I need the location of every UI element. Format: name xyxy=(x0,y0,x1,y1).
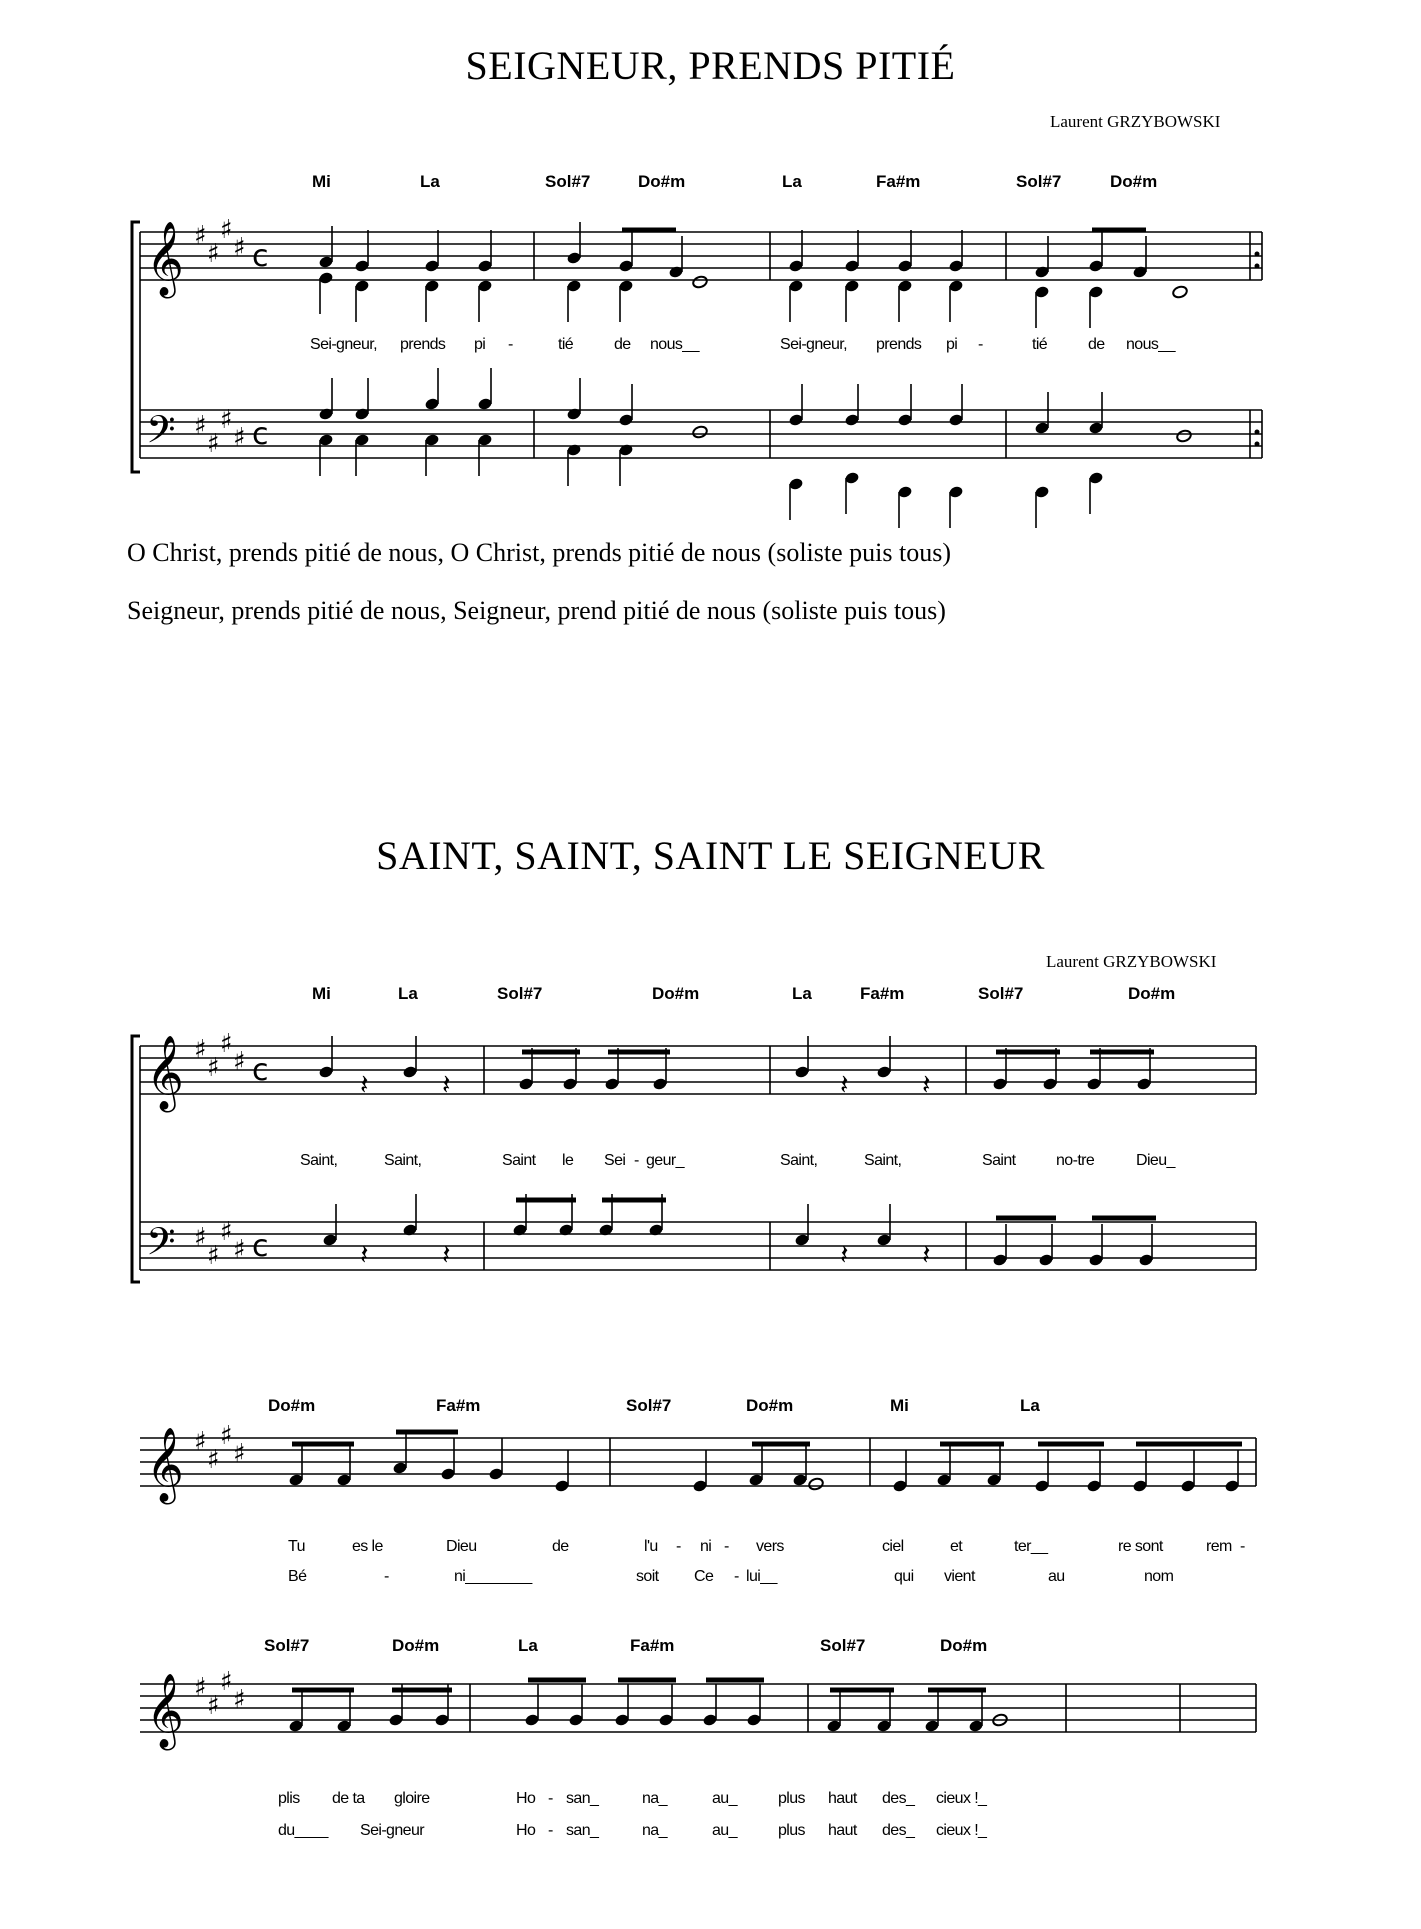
chord-label: Fa#m xyxy=(876,172,921,191)
lyric-syllable: qui xyxy=(894,1568,914,1585)
lyric-syllable: - xyxy=(634,1152,639,1169)
lyric-syllable: vers xyxy=(756,1538,784,1555)
chord-label: La xyxy=(398,984,418,1003)
sharp-icon: ♯ xyxy=(220,405,233,435)
lyric-syllable: - xyxy=(384,1568,389,1585)
lyric-syllable: plus xyxy=(778,1822,805,1839)
lyric-syllable: soit xyxy=(636,1568,659,1585)
sharp-icon: ♯ xyxy=(194,221,207,251)
lyric-syllable: ciel xyxy=(882,1538,904,1555)
lyric-syllable: es le xyxy=(352,1538,383,1555)
sharp-icon: ♯ xyxy=(220,215,233,245)
sharp-icon: ♯ xyxy=(220,1217,233,1247)
chord-label: Do#m xyxy=(392,1636,440,1655)
chord-label: Mi xyxy=(312,172,331,191)
lyric-syllable: - xyxy=(724,1538,729,1555)
lyric-syllable: Saint xyxy=(502,1152,536,1169)
lyric-syllable: vient xyxy=(944,1568,975,1585)
lyric-syllable: Saint, xyxy=(864,1152,902,1169)
lyric-syllable: san_ xyxy=(566,1822,599,1839)
lyric-syllable: Ho xyxy=(516,1790,536,1807)
half-note-head xyxy=(1176,429,1193,443)
sharp-icon: ♯ xyxy=(233,1439,246,1469)
chord-label: Do#m xyxy=(638,172,686,191)
lyric-syllable: - xyxy=(508,336,513,353)
lyric-syllable: Ho xyxy=(516,1822,536,1839)
lyric-syllable: - xyxy=(676,1538,681,1555)
treble-clef-icon: 𝄞 xyxy=(146,1428,184,1502)
time-signature: c xyxy=(252,417,269,452)
lyric-syllable: cieux !_ xyxy=(936,1790,987,1807)
lyric-syllable: ter__ xyxy=(1014,1538,1048,1555)
song1-composer: Laurent GRZYBOWSKI xyxy=(1050,112,1221,131)
lyric-syllable: Sei-gneur, xyxy=(780,336,847,353)
quarter-rest-icon: 𝄽 xyxy=(442,1238,451,1271)
chord-label: Sol#7 xyxy=(626,1396,672,1415)
lyric-syllable: Saint, xyxy=(300,1152,338,1169)
treble-clef-icon: 𝄞 xyxy=(146,1036,184,1110)
half-note-head xyxy=(692,275,709,289)
quarter-rest-icon: 𝄽 xyxy=(360,1238,369,1271)
chord-label: Sol#7 xyxy=(1016,172,1062,191)
lyric-syllable: de xyxy=(552,1538,569,1555)
lyric-syllable: lui__ xyxy=(746,1568,777,1585)
lyric-syllable: Sei xyxy=(604,1152,626,1169)
chord-label: Do#m xyxy=(1110,172,1158,191)
half-note-head xyxy=(808,1477,825,1491)
chord-label: Do#m xyxy=(268,1396,316,1415)
sharp-icon: ♯ xyxy=(194,1427,207,1457)
lyric-syllable: Tu xyxy=(288,1538,305,1555)
repeat-dot xyxy=(1255,430,1260,435)
lyric-syllable: san_ xyxy=(566,1790,599,1807)
verse-line: O Christ, prends pitié de nous, O Christ, prends pitié de nous (soliste puis tous) xyxy=(127,538,952,567)
song2-composer: Laurent GRZYBOWSKI xyxy=(1046,952,1217,971)
lyric-syllable: haut xyxy=(828,1790,857,1807)
lyric-syllable: tié xyxy=(1032,336,1048,353)
bass-clef-icon: 𝄢 xyxy=(146,1219,176,1273)
chord-label: Do#m xyxy=(1128,984,1176,1003)
lyric-syllable: de ta xyxy=(332,1790,365,1807)
lyric-syllable: gloire xyxy=(394,1790,430,1807)
lyric-syllable: nous__ xyxy=(650,336,699,353)
lyric-syllable: Bé xyxy=(288,1568,307,1585)
half-note-head xyxy=(1172,285,1189,299)
chord-label: Mi xyxy=(312,984,331,1003)
sharp-icon: ♯ xyxy=(220,1421,233,1451)
chord-label: Do#m xyxy=(940,1636,988,1655)
quarter-rest-icon: 𝄽 xyxy=(922,1238,931,1271)
lyric-syllable: Dieu_ xyxy=(1136,1152,1175,1169)
lyric-syllable: au xyxy=(1048,1568,1065,1585)
sharp-icon: ♯ xyxy=(220,1029,233,1059)
lyric-syllable: pi xyxy=(946,336,958,353)
chord-label: Do#m xyxy=(746,1396,794,1415)
sharp-icon: ♯ xyxy=(207,1053,220,1083)
lyric-syllable: Ce xyxy=(694,1568,714,1585)
treble-clef-icon: 𝄞 xyxy=(146,222,184,296)
chord-label: Mi xyxy=(890,1396,909,1415)
lyric-syllable: cieux !_ xyxy=(936,1822,987,1839)
chord-label: La xyxy=(518,1636,538,1655)
quarter-rest-icon: 𝄽 xyxy=(922,1068,931,1101)
sharp-icon: ♯ xyxy=(233,423,246,453)
lyric-syllable: - xyxy=(548,1822,553,1839)
chord-label: Sol#7 xyxy=(820,1636,866,1655)
lyric-syllable: au_ xyxy=(712,1790,737,1807)
lyric-syllable: pi xyxy=(474,336,486,353)
lyric-syllable: plis xyxy=(278,1790,300,1807)
lyric-syllable: na_ xyxy=(642,1822,667,1839)
lyric-syllable: Sei-gneur xyxy=(360,1822,424,1839)
quarter-rest-icon: 𝄽 xyxy=(840,1068,849,1101)
lyric-syllable: et xyxy=(950,1538,963,1555)
quarter-rest-icon: 𝄽 xyxy=(360,1068,369,1101)
chord-label: La xyxy=(792,984,812,1003)
chord-label: La xyxy=(1020,1396,1040,1415)
sharp-icon: ♯ xyxy=(207,1691,220,1721)
sharp-icon: ♯ xyxy=(220,1667,233,1697)
lyric-syllable: Saint, xyxy=(780,1152,818,1169)
repeat-dot xyxy=(1255,252,1260,257)
chord-label: La xyxy=(420,172,440,191)
lyric-syllable: prends xyxy=(876,336,922,353)
lyric-syllable: Dieu xyxy=(446,1538,477,1555)
sharp-icon: ♯ xyxy=(207,1445,220,1475)
time-signature: c xyxy=(252,1053,269,1088)
lyric-syllable: - xyxy=(548,1790,553,1807)
sharp-icon: ♯ xyxy=(233,1685,246,1715)
system-bracket xyxy=(132,1036,140,1282)
lyric-syllable: l'u xyxy=(644,1538,658,1555)
chord-label: Sol#7 xyxy=(978,984,1024,1003)
sharp-icon: ♯ xyxy=(233,1235,246,1265)
sharp-icon: ♯ xyxy=(194,1035,207,1065)
lyric-syllable: no-tre xyxy=(1056,1152,1095,1169)
song2-title: SAINT, SAINT, SAINT LE SEIGNEUR xyxy=(376,833,1045,878)
sharp-icon: ♯ xyxy=(207,239,220,269)
lyric-syllable: geur_ xyxy=(646,1152,684,1169)
lyric-syllable: ni xyxy=(700,1538,712,1555)
time-signature: c xyxy=(252,1229,269,1264)
lyric-syllable: au_ xyxy=(712,1822,737,1839)
chord-label: Fa#m xyxy=(860,984,905,1003)
lyric-syllable: Sei-gneur, xyxy=(310,336,377,353)
song1-title: SEIGNEUR, PRENDS PITIÉ xyxy=(465,43,956,88)
lyric-syllable: na_ xyxy=(642,1790,667,1807)
chord-label: Do#m xyxy=(652,984,700,1003)
lyric-syllable: tié xyxy=(558,336,574,353)
treble-clef-icon: 𝄞 xyxy=(146,1674,184,1748)
sharp-icon: ♯ xyxy=(194,1673,207,1703)
sharp-icon: ♯ xyxy=(233,233,246,263)
quarter-rest-icon: 𝄽 xyxy=(840,1238,849,1271)
chord-label: Fa#m xyxy=(630,1636,675,1655)
chord-label: Sol#7 xyxy=(264,1636,310,1655)
lyric-syllable: - xyxy=(1240,1538,1245,1555)
sharp-icon: ♯ xyxy=(207,1241,220,1271)
lyric-syllable: des_ xyxy=(882,1790,915,1807)
system-bracket xyxy=(132,222,140,472)
lyric-syllable: - xyxy=(734,1568,739,1585)
chord-label: Sol#7 xyxy=(497,984,543,1003)
chord-label: Sol#7 xyxy=(545,172,591,191)
lyric-syllable: nom xyxy=(1144,1568,1174,1585)
repeat-dot xyxy=(1255,442,1260,447)
lyric-syllable: du____ xyxy=(278,1822,328,1839)
verse-line: Seigneur, prends pitié de nous, Seigneur, prend pitié de nous (soliste puis tous) xyxy=(127,596,946,625)
half-note-head xyxy=(692,425,709,439)
lyric-syllable: le xyxy=(562,1152,574,1169)
lyric-syllable: Saint, xyxy=(384,1152,422,1169)
lyric-syllable: prends xyxy=(400,336,446,353)
sharp-icon: ♯ xyxy=(194,1223,207,1253)
lyric-syllable: rem xyxy=(1206,1538,1232,1555)
lyric-syllable: de xyxy=(614,336,631,353)
lyric-syllable: des_ xyxy=(882,1822,915,1839)
sharp-icon: ♯ xyxy=(233,1047,246,1077)
sharp-icon: ♯ xyxy=(207,429,220,459)
repeat-dot xyxy=(1255,264,1260,269)
bass-clef-icon: 𝄢 xyxy=(146,407,176,461)
lyric-syllable: Saint xyxy=(982,1152,1016,1169)
sharp-icon: ♯ xyxy=(194,411,207,441)
lyric-syllable: ni________ xyxy=(454,1568,532,1585)
lyric-syllable: nous__ xyxy=(1126,336,1175,353)
quarter-rest-icon: 𝄽 xyxy=(442,1068,451,1101)
lyric-syllable: re sont xyxy=(1118,1538,1163,1555)
time-signature: c xyxy=(252,239,269,274)
lyric-syllable: plus xyxy=(778,1790,805,1807)
lyric-syllable: de xyxy=(1088,336,1105,353)
chord-label: Fa#m xyxy=(436,1396,481,1415)
lyric-syllable: - xyxy=(978,336,983,353)
chord-label: La xyxy=(782,172,802,191)
lyric-syllable: haut xyxy=(828,1822,857,1839)
